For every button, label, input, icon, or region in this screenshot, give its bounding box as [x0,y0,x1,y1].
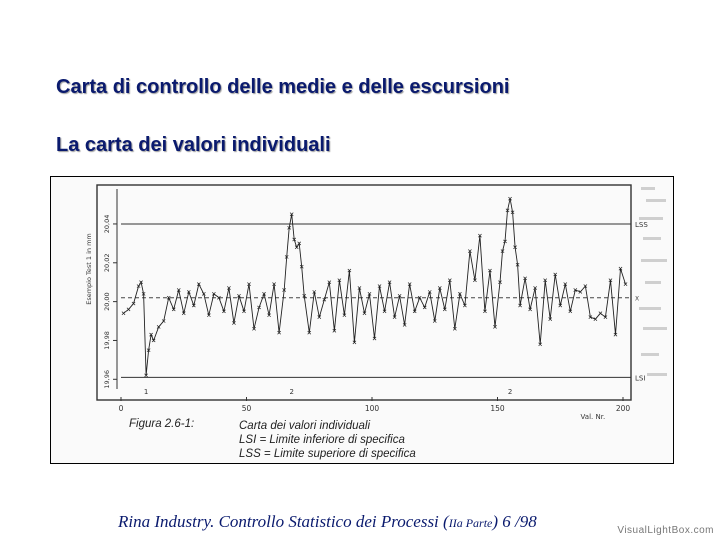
footer-part: IIa Parte [448,516,493,530]
caption-line: LSS = Limite superiore di specifica [239,448,416,460]
figure-label: Figura 2.6-1: [129,418,195,430]
y-axis-label: Esempio Test 1 in mm [85,233,93,305]
y-tick-label: 20,02 [103,253,111,273]
x-tick-label: 50 [241,404,252,413]
limit-label-lss: LSS [635,220,648,229]
data-point [122,312,125,315]
footer-page: ) 6 /98 [492,512,537,531]
y-tick-label: 19,98 [103,331,111,350]
x-tick-label: 200 [615,404,631,413]
footer [118,512,537,532]
x-tick-label: 0 [118,404,124,413]
watermark: VisualLightBox.com [617,525,714,536]
slide-subtitle: La carta dei valori individuali [56,134,331,156]
figure-frame [50,176,674,464]
chart-labels [85,215,648,421]
y-tick-label: 19,96 [103,369,111,389]
limit-lines [121,224,631,377]
scan-artifacts [639,187,667,376]
y-tick-label: 20,00 [103,292,111,311]
x-tick-label: 100 [364,404,380,413]
caption-line: Carta dei valori individuali [239,420,371,432]
y-tick-label: 20,04 [103,214,111,234]
footer-text: Rina Industry. Controllo Statistico dei Processi ( [118,512,449,531]
x-tick-label: 150 [490,404,505,413]
limit-label-lsi: LSI [635,374,646,383]
caption-line: LSI = Limite inferiore di specifica [239,434,405,446]
out-of-spec-mark: 2 [507,388,513,396]
series-line [124,199,626,376]
out-of-spec-mark: 1 [143,388,149,396]
center-line-label: X [635,295,640,303]
data-point [127,308,130,311]
plot-border [97,185,631,400]
out-of-spec-mark: 2 [289,388,294,396]
slide-title: Carta di controllo delle medie e delle escursioni [56,76,510,98]
data-point [599,312,602,315]
x-axis-label: Val. Nr. [580,413,606,421]
